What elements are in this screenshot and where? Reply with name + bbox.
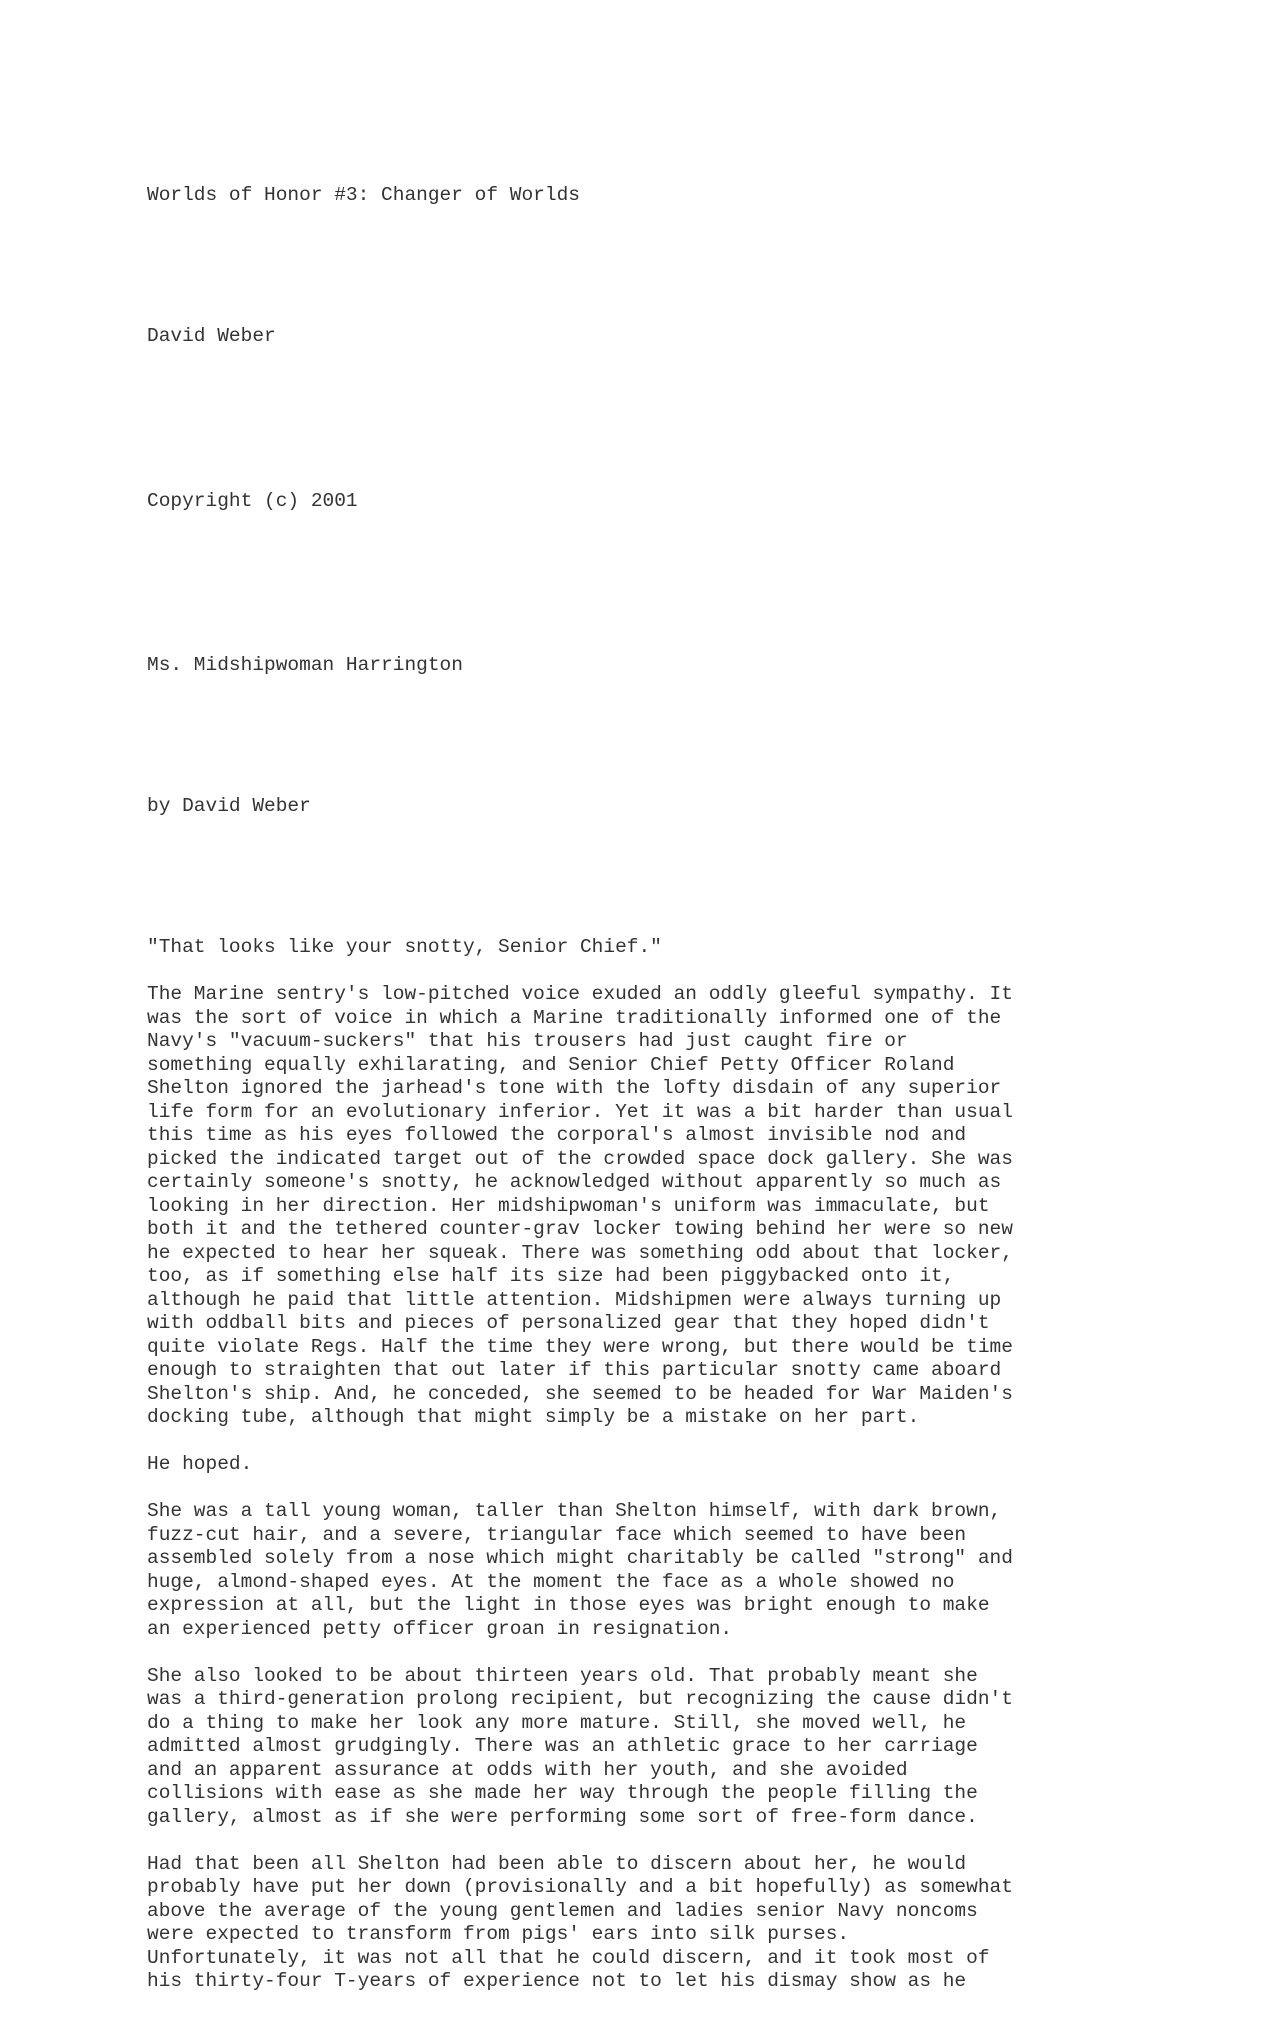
text-line: huge, almond-shaped eyes. At the moment the face as a whole showed no [147, 1570, 955, 1593]
paragraph [147, 1853, 1147, 1994]
text-line: admitted almost grudgingly. There was an athletic grace to her carriage [147, 1735, 978, 1757]
text-line: something equally exhilarating, and Senior Chief Petty Officer Roland [147, 1053, 955, 1076]
text-line: enough to straighten that out later if this particular snotty came aboard [147, 1359, 1002, 1381]
paragraph [147, 1453, 1147, 1477]
text-line: he expected to hear her squeak. There was something odd about that locker, [147, 1241, 1013, 1264]
text-line: were expected to transform from pigs' ears into silk purses. [147, 1923, 850, 1945]
paragraph [147, 1665, 1147, 1830]
text-line: with oddball bits and pieces of personalized gear that they hoped didn't [147, 1312, 990, 1334]
author: David Weber [147, 325, 276, 347]
text-line: picked the indicated target out of the crowded space dock gallery. She was [147, 1147, 1013, 1170]
text-line: this time as his eyes followed the corporal's almost invisible nod and [147, 1124, 967, 1146]
text-line: Had that been all Shelton had been able to discern about her, he would [147, 1852, 967, 1875]
text-line: was a third-generation prolong recipient, but recognizing the cause didn't [147, 1688, 1013, 1710]
text-line: He hoped. [147, 1453, 253, 1475]
text-line: She also looked to be about thirteen years old. That probably meant she [147, 1664, 978, 1687]
text-line: was the sort of voice in which a Marine traditionally informed one of the [147, 1006, 1002, 1029]
text-line: although he paid that little attention. Midshipmen were always turning up [147, 1288, 1002, 1311]
text-line: The Marine sentry's low-pitched voice exuded an oddly gleeful sympathy. It [147, 983, 1013, 1005]
text-line: expression at all, but the light in those eyes was bright enough to make [147, 1594, 990, 1616]
text-line: quite violate Regs. Half the time they were wrong, but there would be time [147, 1335, 1013, 1358]
text-line: Shelton's ship. And, he conceded, she seemed to be headed for War Maiden's [147, 1382, 1013, 1405]
text-line: Shelton ignored the jarhead's tone with the lofty disdain of any superior [147, 1077, 1002, 1099]
text-line: She was a tall young woman, taller than Shelton himself, with dark brown, [147, 1500, 1002, 1522]
copyright: Copyright (c) 2001 [147, 489, 358, 512]
text-line: Navy's "vacuum-suckers" that his trousers had just caught fire or [147, 1030, 908, 1052]
story-title: Ms. Midshipwoman Harrington [147, 654, 463, 676]
text-line: assembled solely from a nose which might charitably be called "strong" and [147, 1547, 1013, 1569]
text-line: both it and the tethered counter-grav locker towing behind her were so new [147, 1218, 1013, 1240]
paragraph [147, 1500, 1147, 1641]
book-title: Worlds of Honor #3: Changer of Worlds [147, 184, 580, 206]
document-page [147, 137, 1147, 2017]
text-line: docking tube, although that might simply be a mistake on her part. [147, 1406, 920, 1428]
text-line: looking in her direction. Her midshipwoman's uniform was immaculate, but [147, 1194, 990, 1217]
text-line: certainly someone's snotty, he acknowledged without apparently so much as [147, 1171, 1002, 1193]
text-line: above the average of the young gentlemen and ladies senior Navy noncoms [147, 1899, 978, 1922]
text-line: too, as if something else half its size had been piggybacked onto it, [147, 1265, 955, 1287]
paragraph [147, 983, 1147, 1430]
text-line: life form for an evolutionary inferior. Yet it was a bit harder than usual [147, 1100, 1013, 1123]
text-line: his thirty-four T-years of experience not to let his dismay show as he [147, 1970, 967, 1992]
byline: by David Weber [147, 795, 311, 817]
text-line: gallery, almost as if she were performing some sort of free-form dance. [147, 1805, 978, 1828]
text-line: collisions with ease as she made her way through the people filling the [147, 1782, 978, 1804]
text-line: probably have put her down (provisionally and a bit hopefully) as somewhat [147, 1876, 1013, 1898]
text-line: fuzz-cut hair, and a severe, triangular face which seemed to have been [147, 1523, 967, 1546]
text-line: "That looks like your snotty, Senior Chief." [147, 936, 662, 958]
text-line: Unfortunately, it was not all that he could discern, and it took most of [147, 1946, 990, 1969]
paragraph [147, 936, 1147, 960]
text-line: do a thing to make her look any more mature. Still, she moved well, he [147, 1711, 967, 1734]
story-body [147, 936, 1147, 1994]
text-line: and an apparent assurance at odds with her youth, and she avoided [147, 1758, 908, 1781]
text-line: an experienced petty officer groan in resignation. [147, 1617, 733, 1640]
